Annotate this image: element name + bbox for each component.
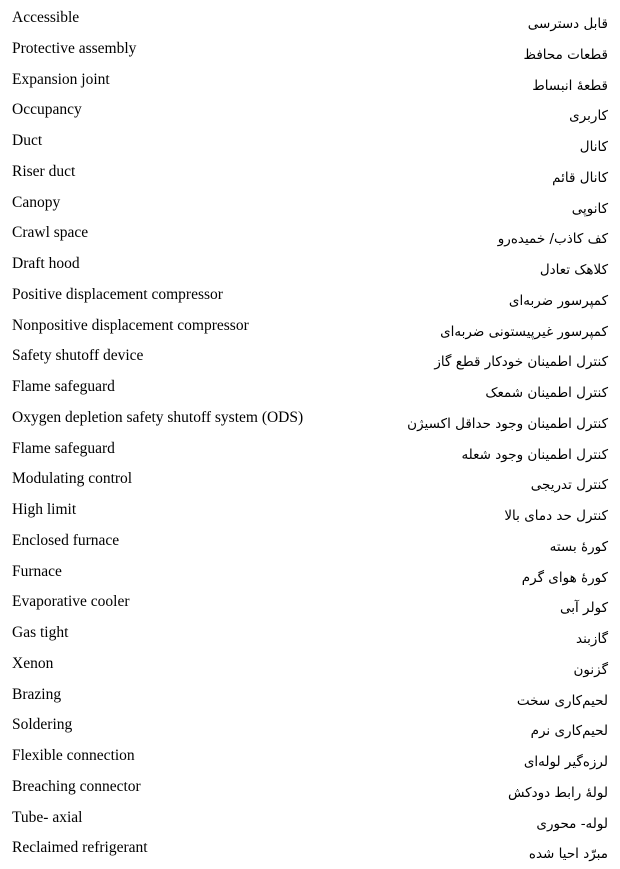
persian-term: کنترل اطمینان شمعک <box>485 385 608 401</box>
glossary-row <box>0 372 620 403</box>
glossary-row <box>0 280 620 311</box>
english-term: Canopy <box>12 193 61 211</box>
persian-term: کمپرسور غیرپیستونی ضربه‌ای <box>440 323 608 340</box>
glossary-row <box>0 188 620 219</box>
english-term: Safety shutoff device <box>12 347 144 365</box>
english-term: Furnace <box>12 562 62 580</box>
english-term: Modulating control <box>12 470 133 488</box>
persian-term: قطعهٔ انبساط <box>532 77 608 94</box>
persian-term: لحیم‌کاری سخت <box>516 692 608 709</box>
persian-term: قابل دسترسی <box>527 16 608 32</box>
english-term: Evaporative cooler <box>12 593 130 611</box>
persian-term: لحیم‌کاری نرم <box>530 723 608 740</box>
persian-term: کانال <box>579 139 608 155</box>
english-term: Crawl space <box>12 224 89 242</box>
glossary-row <box>0 526 620 557</box>
english-term: Enclosed furnace <box>12 531 120 549</box>
persian-term: کورهٔ بسته <box>549 538 608 555</box>
glossary-row <box>0 618 620 649</box>
persian-term: کف کاذب/ خمیده‌رو <box>497 231 608 248</box>
glossary-row <box>0 710 620 741</box>
glossary-row <box>0 218 620 249</box>
persian-term: کنترل تدریجی <box>530 477 608 494</box>
glossary-row <box>0 772 620 803</box>
persian-term: کنترل اطمینان خودکار قطع گاز <box>434 354 608 371</box>
glossary-row <box>0 3 620 34</box>
english-term: Occupancy <box>12 101 82 119</box>
persian-term: کمپرسور ضربه‌ای <box>508 292 608 309</box>
english-term: Flexible connection <box>12 747 135 764</box>
glossary-row <box>0 464 620 495</box>
english-term: High limit <box>12 501 77 518</box>
persian-term: گزنون <box>573 661 608 678</box>
glossary-row <box>0 833 620 864</box>
english-term: Protective assembly <box>12 39 137 57</box>
glossary-row <box>0 34 620 65</box>
english-term: Flame safeguard <box>12 439 115 457</box>
glossary-row <box>0 557 620 588</box>
english-term: Oxygen depletion safety shutoff system (ODS) <box>12 408 304 426</box>
english-term: Expansion joint <box>12 70 110 88</box>
glossary-row <box>0 65 620 96</box>
glossary-row <box>0 434 620 465</box>
glossary-row <box>0 741 620 772</box>
glossary-row <box>0 680 620 711</box>
glossary-row <box>0 495 620 526</box>
english-term: Draft hood <box>12 255 80 272</box>
english-term: Brazing <box>12 685 62 703</box>
glossary-row <box>0 95 620 126</box>
persian-term: کنترل اطمینان وجود حداقل اکسیژن <box>407 415 608 432</box>
persian-term: لرزه‌گیر لوله‌ای <box>523 754 608 770</box>
english-term: Duct <box>12 132 43 149</box>
glossary-row <box>0 126 620 157</box>
english-term: Soldering <box>12 716 73 734</box>
glossary-row <box>0 311 620 342</box>
persian-term: کانوپی <box>571 200 608 217</box>
glossary-row <box>0 587 620 618</box>
persian-term: کنترل اطمینان وجود شعله <box>461 446 608 463</box>
persian-term: کولر آبی <box>559 600 608 617</box>
english-term: Breaching connector <box>12 777 141 795</box>
glossary-row <box>0 403 620 434</box>
english-term: Flame safeguard <box>12 378 115 395</box>
persian-term: کانال قائم <box>552 169 608 186</box>
persian-term: قطعات محافظ <box>523 46 608 63</box>
english-term: Reclaimed refrigerant <box>12 839 148 857</box>
english-term: Accessible <box>12 9 80 26</box>
persian-term: کنترل حد دمای بالا <box>504 508 608 524</box>
persian-term: لوله- محوری <box>536 815 608 832</box>
glossary-row <box>0 341 620 372</box>
persian-term: لولهٔ رابط دودکش <box>507 784 608 801</box>
english-term: Nonpositive displacement compressor <box>12 316 249 334</box>
persian-term: کاربری <box>569 108 608 125</box>
english-term: Positive displacement compressor <box>12 285 223 303</box>
english-term: Gas tight <box>12 624 69 641</box>
persian-term: گازبند <box>576 631 608 647</box>
persian-term: کورهٔ هوای گرم <box>521 569 608 586</box>
glossary-row <box>0 803 620 834</box>
persian-term: کلاهک تعادل <box>539 262 608 278</box>
glossary-row <box>0 649 620 680</box>
english-term: Xenon <box>12 654 54 672</box>
glossary-row <box>0 249 620 280</box>
english-term: Riser duct <box>12 162 76 180</box>
english-term: Tube- axial <box>12 808 83 826</box>
persian-term: مبرّد احیا شده <box>528 846 608 863</box>
glossary-row <box>0 157 620 188</box>
